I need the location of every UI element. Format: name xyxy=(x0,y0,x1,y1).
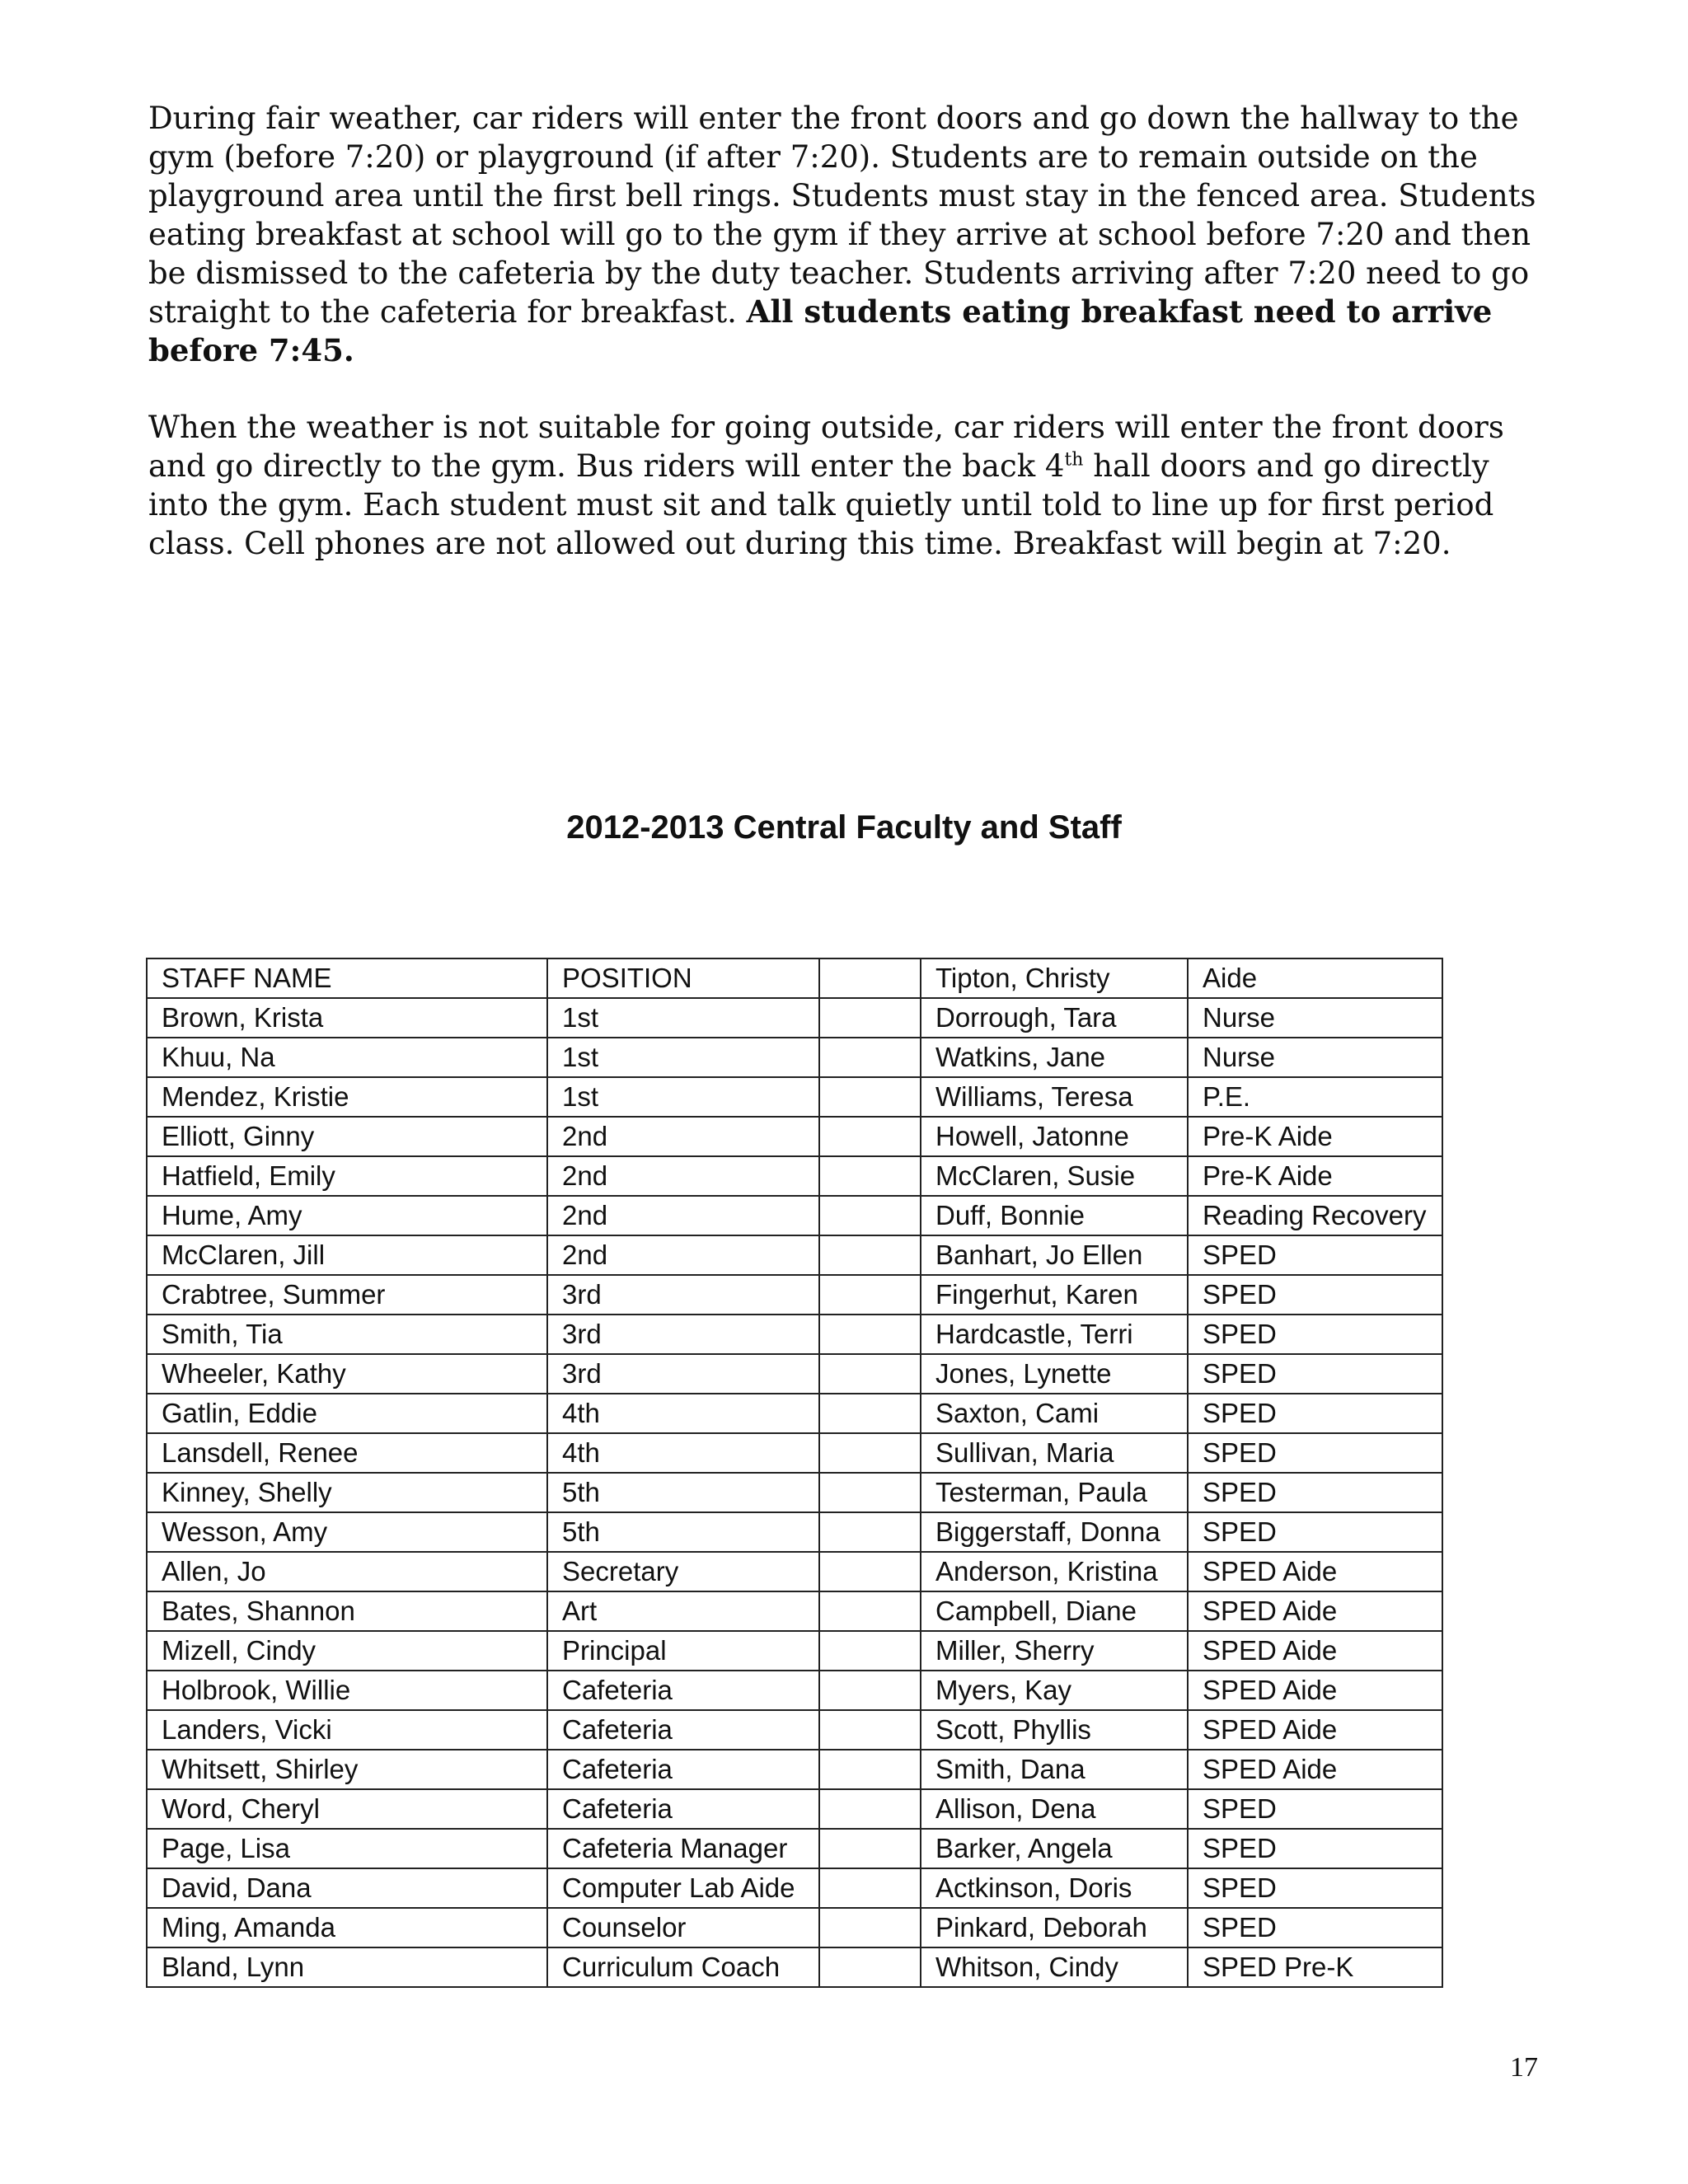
position-cell: SPED xyxy=(1188,1275,1442,1315)
staff-name-cell: Hume, Amy xyxy=(147,1196,547,1235)
staff-name-cell: STAFF NAME xyxy=(147,958,547,998)
staff-name-cell: Whitson, Cindy xyxy=(921,1947,1188,1987)
table-row xyxy=(147,1235,1442,1275)
position-cell: 4th xyxy=(547,1433,819,1473)
table-row xyxy=(147,1315,1442,1354)
staff-name-cell: Brown, Krista xyxy=(147,998,547,1038)
staff-name-cell: Hatfield, Emily xyxy=(147,1156,547,1196)
table-row xyxy=(147,1631,1442,1671)
position-cell: Pre-K Aide xyxy=(1188,1117,1442,1156)
staff-name-cell: Elliott, Ginny xyxy=(147,1117,547,1156)
position-cell: SPED xyxy=(1188,1315,1442,1354)
staff-name-cell: David, Dana xyxy=(147,1868,547,1908)
staff-name-cell: Miller, Sherry xyxy=(921,1631,1188,1671)
staff-name-cell: Campbell, Diane xyxy=(921,1591,1188,1631)
staff-name-cell: Mizell, Cindy xyxy=(147,1631,547,1671)
position-cell: SPED Aide xyxy=(1188,1710,1442,1750)
spacer-cell xyxy=(819,1947,921,1987)
staff-name-cell: Tipton, Christy xyxy=(921,958,1188,998)
breakfast-arrival-note: All students eating breakfast need to arrive before 7:45. xyxy=(148,293,1493,368)
staff-name-cell: McClaren, Jill xyxy=(147,1235,547,1275)
table-row xyxy=(147,1908,1442,1947)
position-cell: 1st xyxy=(547,998,819,1038)
bad-weather-text-start: When the weather is not suitable for going outside, car riders will enter the front doors and go directly to the gym. Bus riders will enter the back 4 xyxy=(148,410,1504,484)
staff-name-cell: Myers, Kay xyxy=(921,1671,1188,1710)
table-row xyxy=(147,1552,1442,1591)
spacer-cell xyxy=(819,1750,921,1789)
staff-name-cell: Word, Cheryl xyxy=(147,1789,547,1829)
position-cell: SPED xyxy=(1188,1433,1442,1473)
table-row xyxy=(147,1750,1442,1789)
staff-name-cell: Bland, Lynn xyxy=(147,1947,547,1987)
position-cell: SPED Aide xyxy=(1188,1552,1442,1591)
staff-name-cell: Smith, Tia xyxy=(147,1315,547,1354)
staff-name-cell: Smith, Dana xyxy=(921,1750,1188,1789)
staff-name-cell: Dorrough, Tara xyxy=(921,998,1188,1038)
spacer-cell xyxy=(819,1394,921,1433)
table-row xyxy=(147,1829,1442,1868)
position-cell: Aide xyxy=(1188,958,1442,998)
position-cell: SPED xyxy=(1188,1512,1442,1552)
staff-name-cell: Pinkard, Deborah xyxy=(921,1908,1188,1947)
staff-table-title: 2012-2013 Central Faculty and Staff xyxy=(566,809,1122,846)
table-row xyxy=(147,1156,1442,1196)
position-cell: 2nd xyxy=(547,1117,819,1156)
spacer-cell xyxy=(819,1077,921,1117)
staff-name-cell: Khuu, Na xyxy=(147,1038,547,1077)
spacer-cell xyxy=(819,1829,921,1868)
spacer-cell xyxy=(819,1117,921,1156)
position-cell: SPED xyxy=(1188,1908,1442,1947)
table-row xyxy=(147,1591,1442,1631)
position-cell: 4th xyxy=(547,1394,819,1433)
position-cell: 5th xyxy=(547,1512,819,1552)
staff-name-cell: Page, Lisa xyxy=(147,1829,547,1868)
staff-name-cell: Wheeler, Kathy xyxy=(147,1354,547,1394)
staff-name-cell: Scott, Phyllis xyxy=(921,1710,1188,1750)
bad-weather-text-end: hall doors and go directly into the gym. Each student must sit and talk quietly until told to line up for first period class. Cell phones are not allowed out during this time. Breakfast will begin at 7:20. xyxy=(148,448,1494,561)
table-row xyxy=(147,1196,1442,1235)
table-row xyxy=(147,1947,1442,1987)
position-cell: 1st xyxy=(547,1038,819,1077)
table-row xyxy=(147,1473,1442,1512)
staff-name-cell: Williams, Teresa xyxy=(921,1077,1188,1117)
spacer-cell xyxy=(819,1868,921,1908)
spacer-cell xyxy=(819,1473,921,1512)
position-cell: Reading Recovery xyxy=(1188,1196,1442,1235)
position-cell: 5th xyxy=(547,1473,819,1512)
staff-name-cell: Watkins, Jane xyxy=(921,1038,1188,1077)
page-number: 17 xyxy=(1510,2052,1538,2083)
spacer-cell xyxy=(819,1275,921,1315)
staff-name-cell: Anderson, Kristina xyxy=(921,1552,1188,1591)
position-cell: 1st xyxy=(547,1077,819,1117)
spacer-cell xyxy=(819,1591,921,1631)
position-cell: SPED Pre-K xyxy=(1188,1947,1442,1987)
staff-name-cell: Holbrook, Willie xyxy=(147,1671,547,1710)
position-cell: Art xyxy=(547,1591,819,1631)
staff-name-cell: Bates, Shannon xyxy=(147,1591,547,1631)
staff-name-cell: Actkinson, Doris xyxy=(921,1868,1188,1908)
staff-name-cell: Banhart, Jo Ellen xyxy=(921,1235,1188,1275)
staff-name-cell: Saxton, Cami xyxy=(921,1394,1188,1433)
staff-name-cell: Landers, Vicki xyxy=(147,1710,547,1750)
fair-weather-paragraph xyxy=(148,99,1550,370)
ordinal-suffix: th xyxy=(1064,449,1084,471)
position-cell: SPED xyxy=(1188,1829,1442,1868)
position-cell: 2nd xyxy=(547,1196,819,1235)
position-cell: SPED xyxy=(1188,1235,1442,1275)
table-row xyxy=(147,1394,1442,1433)
position-cell: Nurse xyxy=(1188,1038,1442,1077)
staff-name-cell: Barker, Angela xyxy=(921,1829,1188,1868)
position-cell: SPED Aide xyxy=(1188,1750,1442,1789)
position-cell: SPED xyxy=(1188,1868,1442,1908)
staff-name-cell: Jones, Lynette xyxy=(921,1354,1188,1394)
position-cell: SPED Aide xyxy=(1188,1591,1442,1631)
position-cell: 3rd xyxy=(547,1275,819,1315)
position-cell: 2nd xyxy=(547,1235,819,1275)
staff-name-cell: Kinney, Shelly xyxy=(147,1473,547,1512)
table-row xyxy=(147,1868,1442,1908)
spacer-cell xyxy=(819,1908,921,1947)
staff-name-cell: Mendez, Kristie xyxy=(147,1077,547,1117)
spacer-cell xyxy=(819,998,921,1038)
staff-name-cell: Lansdell, Renee xyxy=(147,1433,547,1473)
position-cell: SPED xyxy=(1188,1473,1442,1512)
position-cell: Counselor xyxy=(547,1908,819,1947)
staff-name-cell: Testerman, Paula xyxy=(921,1473,1188,1512)
position-cell: SPED xyxy=(1188,1354,1442,1394)
spacer-cell xyxy=(819,1512,921,1552)
position-cell: Cafeteria Manager xyxy=(547,1829,819,1868)
position-cell: SPED xyxy=(1188,1394,1442,1433)
staff-name-cell: Whitsett, Shirley xyxy=(147,1750,547,1789)
position-cell: Curriculum Coach xyxy=(547,1947,819,1987)
position-cell: Cafeteria xyxy=(547,1671,819,1710)
staff-name-cell: Hardcastle, Terri xyxy=(921,1315,1188,1354)
position-cell: Pre-K Aide xyxy=(1188,1156,1442,1196)
faculty-staff-table xyxy=(146,958,1443,1988)
position-cell: SPED Aide xyxy=(1188,1631,1442,1671)
bad-weather-paragraph xyxy=(148,408,1550,563)
spacer-cell xyxy=(819,1671,921,1710)
spacer-cell xyxy=(819,958,921,998)
spacer-cell xyxy=(819,1552,921,1591)
position-cell: Secretary xyxy=(547,1552,819,1591)
spacer-cell xyxy=(819,1789,921,1829)
staff-name-cell: Biggerstaff, Donna xyxy=(921,1512,1188,1552)
spacer-cell xyxy=(819,1038,921,1077)
spacer-cell xyxy=(819,1315,921,1354)
staff-name-cell: Allison, Dena xyxy=(921,1789,1188,1829)
staff-name-cell: Wesson, Amy xyxy=(147,1512,547,1552)
staff-name-cell: Howell, Jatonne xyxy=(921,1117,1188,1156)
position-cell: Cafeteria xyxy=(547,1710,819,1750)
position-cell: Principal xyxy=(547,1631,819,1671)
spacer-cell xyxy=(819,1156,921,1196)
table-row xyxy=(147,1275,1442,1315)
position-cell: Computer Lab Aide xyxy=(547,1868,819,1908)
staff-name-cell: Fingerhut, Karen xyxy=(921,1275,1188,1315)
spacer-cell xyxy=(819,1433,921,1473)
position-cell: 2nd xyxy=(547,1156,819,1196)
position-cell: Cafeteria xyxy=(547,1789,819,1829)
position-cell: SPED xyxy=(1188,1789,1442,1829)
table-row xyxy=(147,998,1442,1038)
position-cell: SPED Aide xyxy=(1188,1671,1442,1710)
position-cell: 3rd xyxy=(547,1315,819,1354)
faculty-staff-table-body xyxy=(147,958,1442,1987)
spacer-cell xyxy=(819,1196,921,1235)
table-row xyxy=(147,1710,1442,1750)
position-cell: Nurse xyxy=(1188,998,1442,1038)
table-row xyxy=(147,1354,1442,1394)
table-row xyxy=(147,1117,1442,1156)
staff-name-cell: Allen, Jo xyxy=(147,1552,547,1591)
table-row xyxy=(147,1077,1442,1117)
position-cell: P.E. xyxy=(1188,1077,1442,1117)
table-row xyxy=(147,1671,1442,1710)
spacer-cell xyxy=(819,1631,921,1671)
staff-name-cell: Gatlin, Eddie xyxy=(147,1394,547,1433)
staff-name-cell: Duff, Bonnie xyxy=(921,1196,1188,1235)
table-row xyxy=(147,1512,1442,1552)
table-row xyxy=(147,1433,1442,1473)
table-row xyxy=(147,1789,1442,1829)
spacer-cell xyxy=(819,1354,921,1394)
position-cell: POSITION xyxy=(547,958,819,998)
position-cell: 3rd xyxy=(547,1354,819,1394)
spacer-cell xyxy=(819,1710,921,1750)
staff-name-cell: Sullivan, Maria xyxy=(921,1433,1188,1473)
table-header-row xyxy=(147,958,1442,998)
staff-name-cell: McClaren, Susie xyxy=(921,1156,1188,1196)
fair-weather-text: During fair weather, car riders will enter the front doors and go down the hallway to the gym (before 7:20) or playground (if after 7:20). Students are to remain outside on the playground area until the first bell rings. Students must stay in the fenced area. Students eating breakfast at school will go to the gym if they arrive at school before 7:20 and then be dismissed to the cafeteria by the duty teacher. Students arriving after 7:20 need to go straight to the cafeteria for breakfast. xyxy=(148,101,1536,330)
spacer-cell xyxy=(819,1235,921,1275)
table-row xyxy=(147,1038,1442,1077)
position-cell: Cafeteria xyxy=(547,1750,819,1789)
staff-name-cell: Ming, Amanda xyxy=(147,1908,547,1947)
staff-name-cell: Crabtree, Summer xyxy=(147,1275,547,1315)
